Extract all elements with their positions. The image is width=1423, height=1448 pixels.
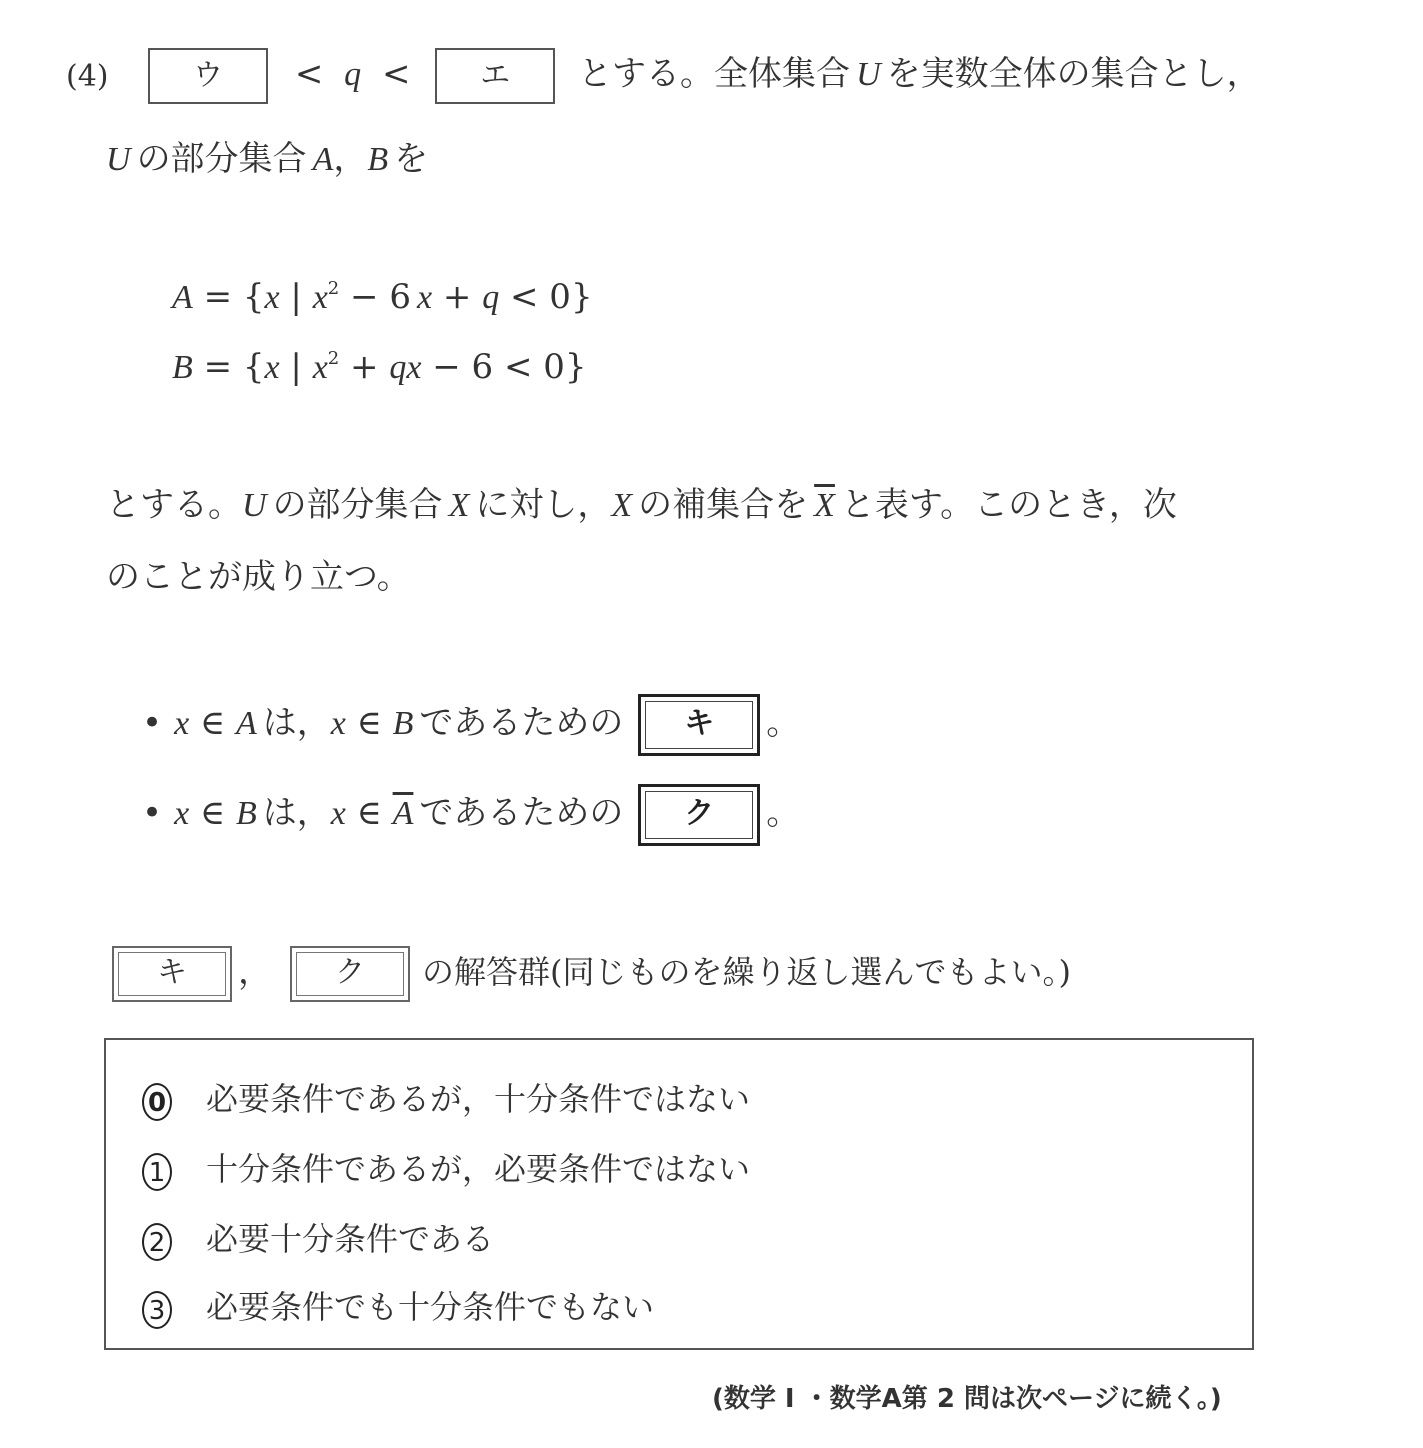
answer-group-box-ki-label: キ <box>118 952 226 996</box>
var-q: q <box>344 56 362 93</box>
answer-box-ki[interactable] <box>638 694 760 756</box>
para-text-c: に対し， <box>475 485 612 525</box>
answer-group-box-ku <box>290 946 410 1002</box>
set-A-x3: x <box>417 279 433 316</box>
choice-2-text: 必要十分条件である <box>206 1220 495 1258</box>
set-A-x: x <box>264 279 280 316</box>
subset-text: の部分集合 <box>136 139 307 179</box>
para-text-b: の部分集合 <box>272 485 443 525</box>
bullet-2-x1: x <box>174 795 190 832</box>
answer-box-ku[interactable] <box>638 784 760 846</box>
wo-text: を <box>394 139 429 179</box>
paragraph-line-2: のことが成り立つ。 <box>106 557 411 597</box>
bullet-2 <box>142 784 800 846</box>
answer-group-label: の解答群(同じものを繰り返し選んでもよい。) <box>422 953 1071 991</box>
comma: ， <box>333 139 368 179</box>
set-B-plus: + <box>339 347 390 387</box>
para-X: X <box>448 487 470 524</box>
bullet-1-x2: x <box>330 705 346 742</box>
bullet-2-tail: であるための <box>419 793 624 833</box>
choice-0-text: 必要条件であるが，十分条件ではない <box>206 1080 751 1118</box>
bullet-2-end: 。 <box>766 793 801 833</box>
bullet-dot: • <box>142 793 163 833</box>
var-B: B <box>367 141 389 178</box>
set-A-open: = { <box>203 277 265 317</box>
bullet-1-x1: x <box>174 705 190 742</box>
choice-1-text: 十分条件であるが，必要条件ではない <box>206 1150 751 1188</box>
set-B-end: − 6 < 0} <box>421 347 587 387</box>
set-A-exp: 2 <box>327 278 340 299</box>
choice-3-text: 必要条件でも十分条件でもない <box>206 1288 655 1326</box>
para-text-a: とする。 <box>106 485 242 525</box>
choice-0-number: 0 <box>142 1083 172 1121</box>
set-B-open: = { <box>203 347 265 387</box>
bullet-2-in1: ∈ <box>189 793 236 833</box>
set-A-plus: + <box>432 277 483 317</box>
bullet-1-set2: B <box>392 705 414 742</box>
choice-3-number: 3 <box>142 1291 172 1329</box>
choice-2-number: 2 <box>142 1223 172 1261</box>
page-footer-note: (数学 I ・数学A第 2 問は次ページに続く。) <box>712 1384 1222 1414</box>
bullet-1-tail: であるための <box>419 703 624 743</box>
set-B-definition <box>172 347 587 387</box>
bullet-1 <box>142 694 800 756</box>
var-U: U <box>856 56 881 93</box>
set-A-definition <box>172 277 593 317</box>
para-X-complement: $\overline{X}$ <box>814 487 835 524</box>
set-A-mid: − 6 <box>339 277 411 317</box>
choices-panel <box>104 1038 1254 1350</box>
bullet-1-wa: は， <box>262 703 331 743</box>
bullet-1-in2: ∈ <box>345 703 393 743</box>
var-U-2: U <box>106 141 131 178</box>
set-B-x: x <box>264 349 280 386</box>
var-A: A <box>312 141 334 178</box>
bullet-2-wa: は， <box>262 793 331 833</box>
choice-2[interactable] <box>142 1214 494 1261</box>
set-A-q: q <box>482 279 500 316</box>
answer-box-e[interactable]: エ <box>435 48 555 104</box>
set-A-end: < 0} <box>499 277 593 317</box>
set-B-bar: | <box>279 347 313 387</box>
set-B-qx: qx <box>389 349 422 386</box>
bullet-2-x2: x <box>330 795 346 832</box>
choice-1[interactable] <box>142 1144 750 1191</box>
answer-box-ki-label: キ <box>645 701 753 749</box>
bullet-dot: • <box>142 703 163 743</box>
set-B-x2: x <box>312 349 328 386</box>
bullet-2-set1: B <box>235 795 257 832</box>
problem-intro-line <box>148 48 1261 104</box>
choice-1-number: 1 <box>142 1153 172 1191</box>
set-A-x2: x <box>312 279 328 316</box>
less-than-1: < <box>294 54 324 94</box>
para-text-d: の補集合を <box>638 485 809 525</box>
set-B-exp: 2 <box>327 348 340 369</box>
set-A-bar: | <box>279 277 313 317</box>
bullet-1-end: 。 <box>766 703 801 743</box>
answer-group-box-ki <box>112 946 232 1002</box>
para-text-e: と表す。このとき，次 <box>840 485 1177 525</box>
less-than-2: < <box>381 54 411 94</box>
set-A-name: A <box>172 279 193 316</box>
bullet-2-set2-complement: $\overline{A}$ <box>392 795 414 832</box>
answer-group-sep: ， <box>238 952 272 992</box>
bullet-1-set1: A <box>235 705 257 742</box>
answer-group-header <box>112 946 1071 1002</box>
answer-group-box-ku-label: ク <box>296 952 404 996</box>
answer-box-u[interactable]: ウ <box>148 48 268 104</box>
bullet-1-in1: ∈ <box>189 703 236 743</box>
paragraph-line-1 <box>106 485 1177 525</box>
set-B-name: B <box>172 349 193 386</box>
para-U: U <box>242 487 267 524</box>
intro-text-2: を実数全体の集合とし， <box>886 54 1261 94</box>
para-X2: X <box>611 487 633 524</box>
choice-3[interactable] <box>142 1282 654 1329</box>
intro-text-1: とする。全体集合 <box>578 54 851 94</box>
problem-label: (4) <box>66 59 109 94</box>
problem-line-2 <box>106 139 429 179</box>
choice-0[interactable] <box>142 1074 750 1121</box>
bullet-2-in2: ∈ <box>345 793 393 833</box>
answer-box-ku-label: ク <box>645 791 753 839</box>
